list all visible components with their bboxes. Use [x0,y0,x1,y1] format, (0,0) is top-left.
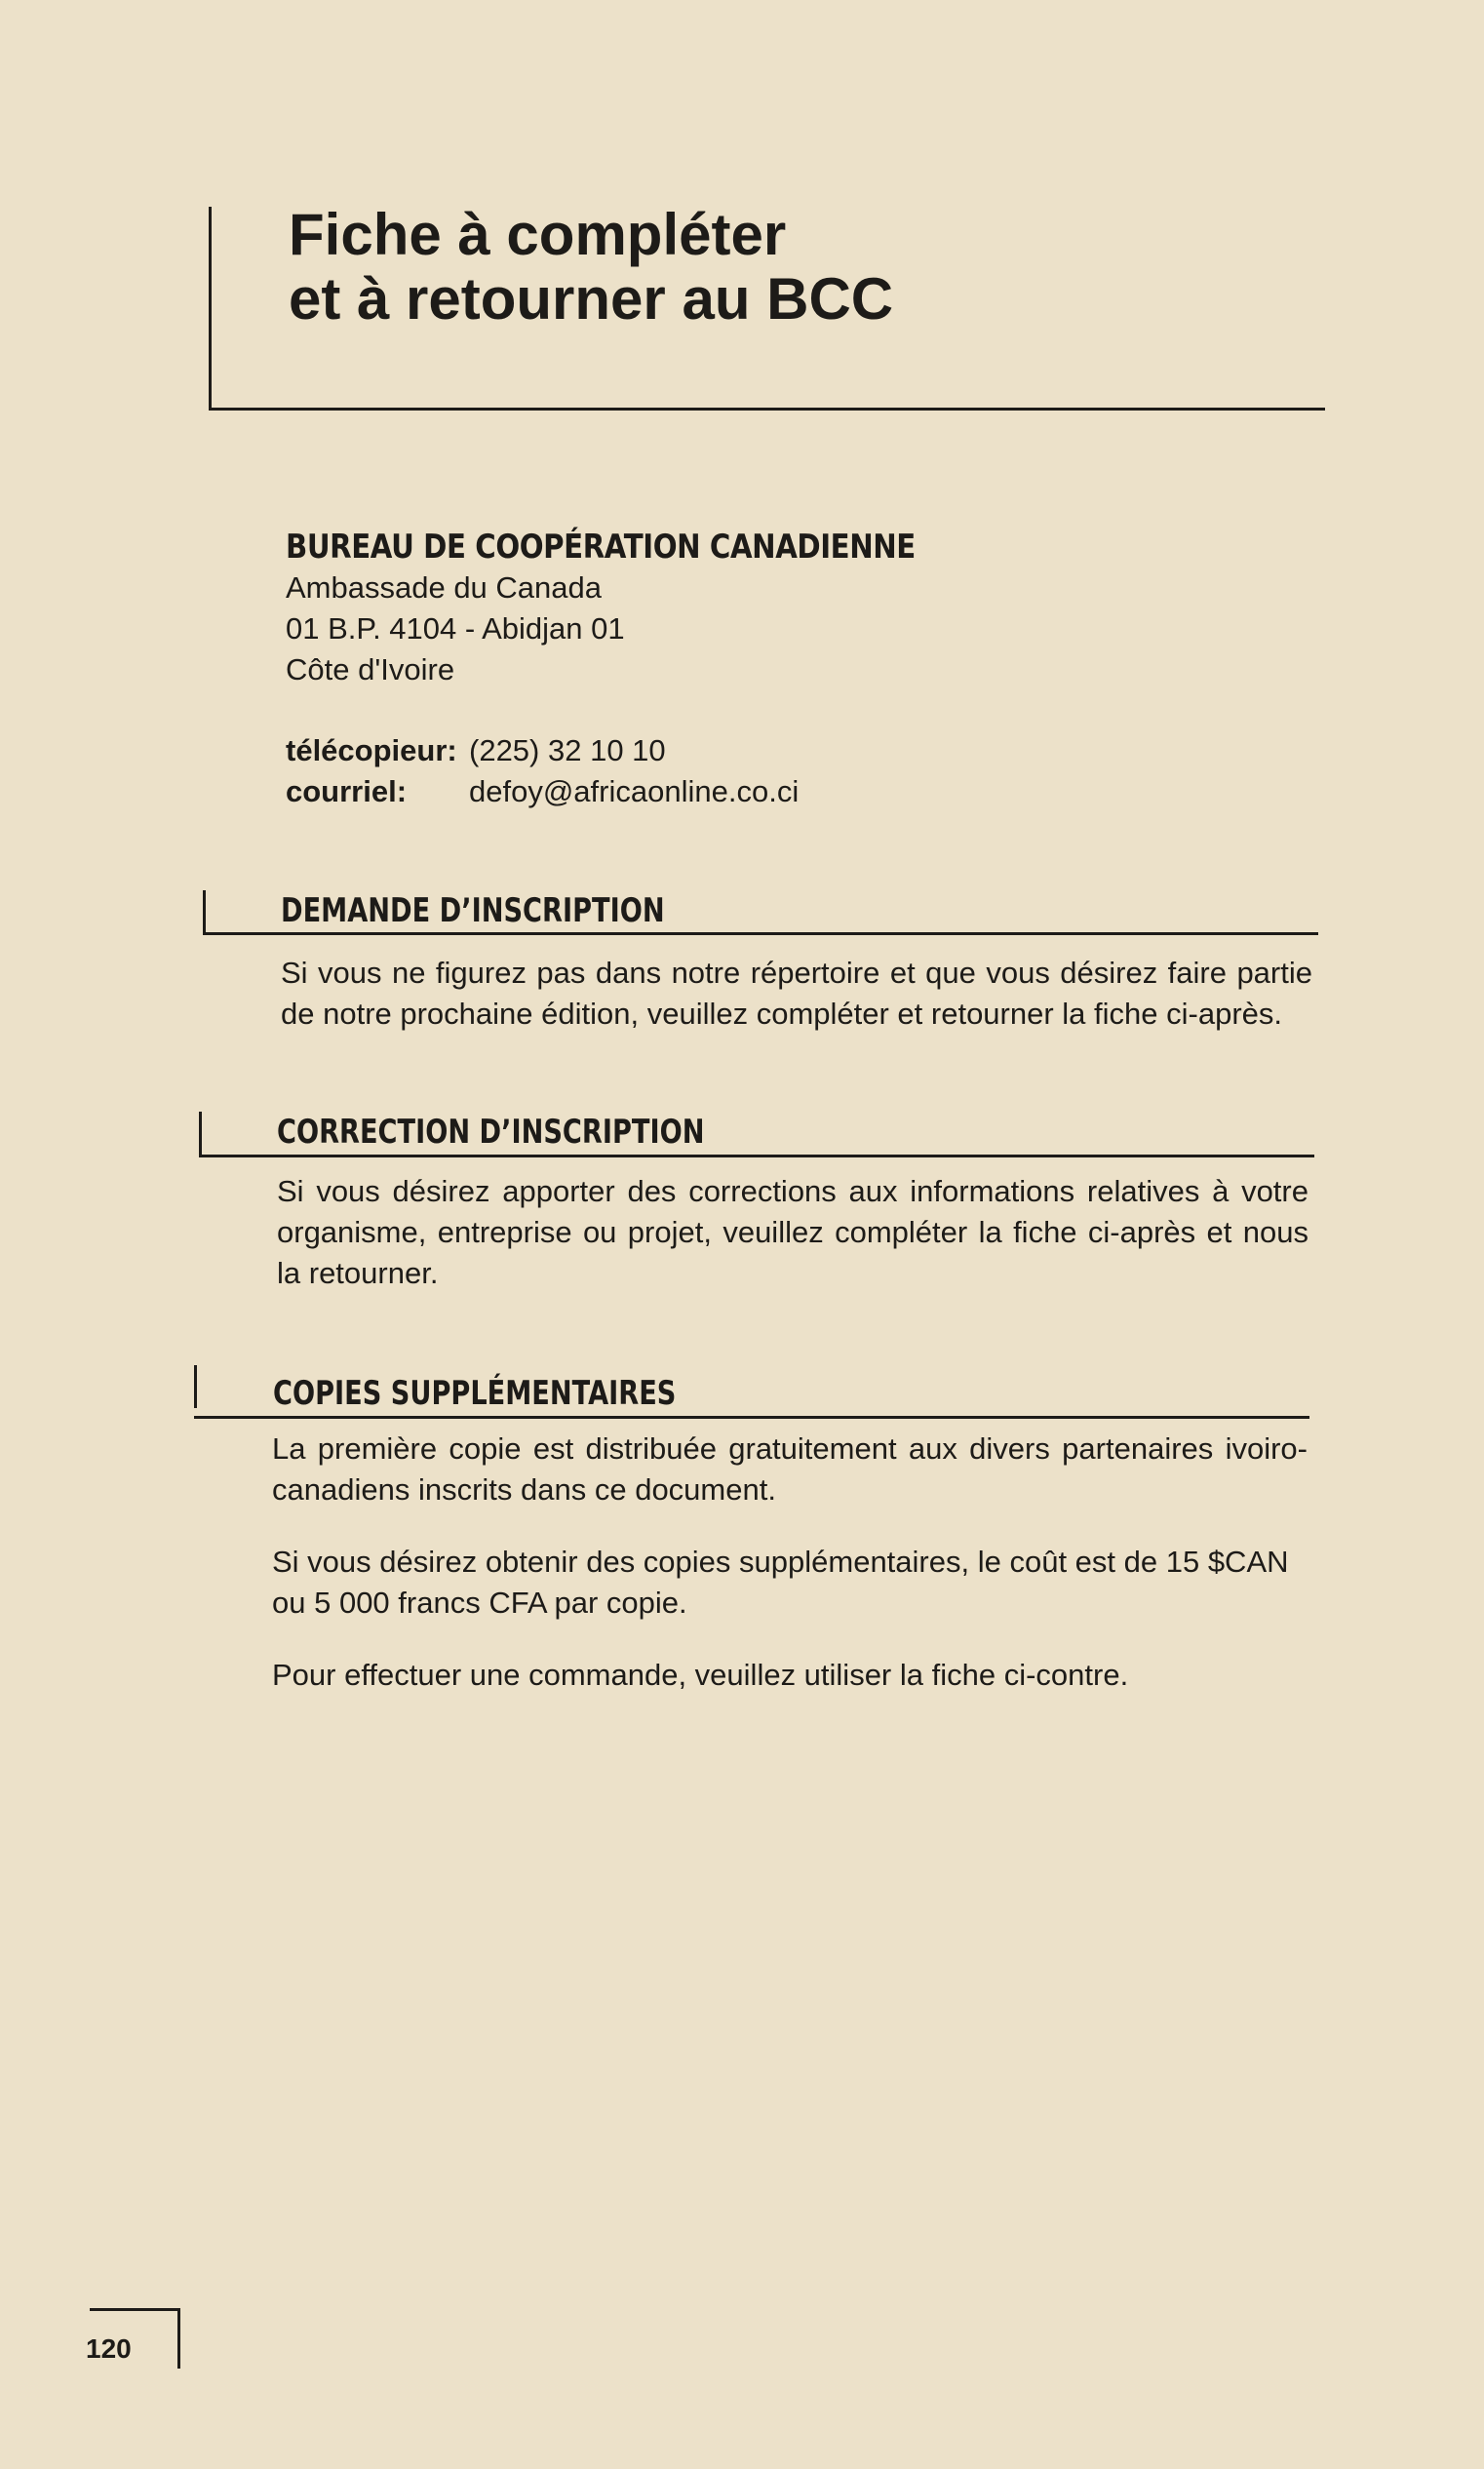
section-vertical-rule [199,1112,202,1155]
section-paragraph: Si vous désirez obtenir des copies supplémentaires, le coût est de 15 $CAN ou 5 000 francs CFA par copie. [272,1545,1289,1620]
page-title-line-1: Fiche à compléter [289,202,787,267]
page-number-vertical-rule [177,2308,180,2369]
section-body [277,1171,1308,1294]
contact-block [286,730,799,812]
section-vertical-rule [194,1365,197,1408]
page-title [289,203,1264,332]
email-label: courriel: [286,774,408,808]
address-block [286,527,1261,690]
page-number-horizontal-rule [90,2308,179,2311]
title-horizontal-rule [209,408,1325,411]
section-paragraph: La première copie est distribuée gratuitement aux divers partenaires ivoiro-canadiens inscrits dans ce document. [272,1431,1308,1507]
section-body [281,953,1312,1035]
section-horizontal-rule [194,1416,1309,1419]
title-vertical-rule [209,207,212,408]
section-heading: DEMANDE D’INSCRIPTION [281,891,665,930]
section-horizontal-rule [199,1155,1314,1157]
page-title-line-2: et à retourner au BCC [289,266,894,332]
page-number: 120 [86,2333,132,2364]
section-body [272,1429,1308,1696]
fax-value: (225) 32 10 10 [469,733,666,767]
address-line-1: Ambassade du Canada [286,570,603,605]
organization-name: BUREAU DE COOPÉRATION CANADIENNE [286,528,916,567]
section-paragraph: Si vous ne figurez pas dans notre répertoire et que vous désirez faire partie de notre prochaine édition, veuillez compléter et retourner la fiche ci-après. [281,956,1312,1031]
section-paragraph: Si vous désirez apporter des corrections aux informations relatives à votre organisme, entreprise ou projet, veuillez compléter la fiche ci-après et nous la retourner. [277,1174,1308,1290]
section-paragraph: Pour effectuer une commande, veuillez utiliser la fiche ci-contre. [272,1658,1129,1692]
address-line-2: 01 B.P. 4104 - Abidjan 01 [286,611,625,646]
section-vertical-rule [203,890,206,933]
fax-label: télécopieur: [286,733,457,767]
email-row [286,771,799,812]
section-heading: COPIES SUPPLÉMENTAIRES [273,1374,677,1413]
email-value: defoy@africaonline.co.ci [469,774,800,808]
section-heading: CORRECTION D’INSCRIPTION [277,1113,705,1152]
address-line-3: Côte d'Ivoire [286,652,455,686]
section-horizontal-rule [203,932,1318,935]
fax-row [286,730,799,771]
